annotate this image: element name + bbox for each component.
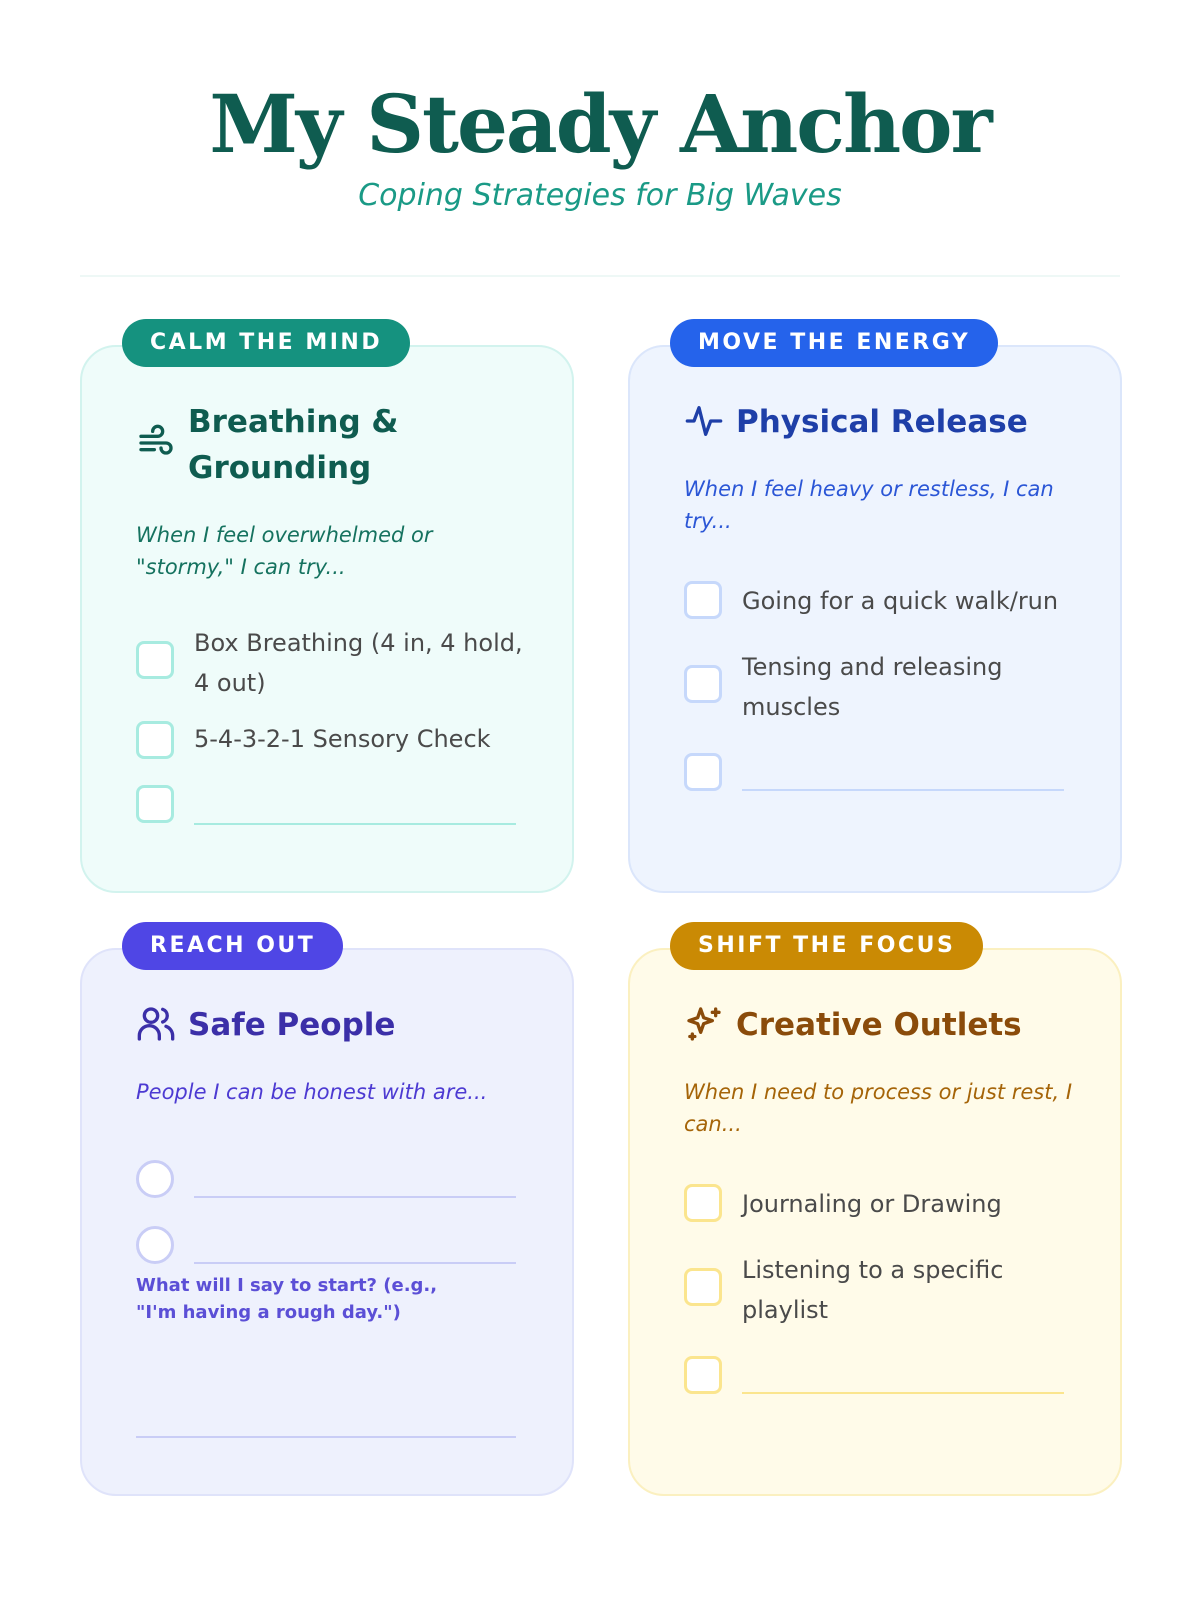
card-title-text: Physical Release <box>736 404 1028 440</box>
checkbox[interactable] <box>684 1356 722 1394</box>
card-calm-the-mind <box>80 330 574 893</box>
checkbox[interactable] <box>684 581 722 619</box>
checkbox[interactable] <box>684 1268 722 1306</box>
card-title-text: Safe People <box>188 1007 396 1043</box>
card-prompt: When I need to process or just rest, I can... <box>684 1080 1073 1136</box>
card-badge: MOVE THE ENERGY <box>670 319 998 367</box>
header-divider <box>80 275 1120 277</box>
item-label: Box Breathing (4 in, 4 hold, 4 out) <box>194 629 523 697</box>
radio-circle[interactable] <box>136 1226 174 1264</box>
page-title: My Steady Anchor <box>209 77 991 171</box>
write-in-line[interactable] <box>742 1392 1064 1394</box>
card-shift-the-focus <box>628 933 1122 1496</box>
page-subtitle: Coping Strategies for Big Waves <box>358 178 842 213</box>
card-prompt: People I can be honest with are... <box>136 1080 488 1104</box>
checkbox[interactable] <box>684 665 722 703</box>
card-title-text: Creative Outlets <box>736 1007 1022 1043</box>
card-title <box>136 399 488 491</box>
write-in-line[interactable] <box>136 1436 516 1438</box>
card-move-the-energy <box>628 330 1122 893</box>
checkbox[interactable] <box>684 753 722 791</box>
checkbox[interactable] <box>136 641 174 679</box>
card-prompt: When I feel overwhelmed or "stormy," I can try... <box>136 523 433 579</box>
card-title <box>684 399 1028 445</box>
write-in-line[interactable] <box>194 1262 516 1264</box>
radio-circle[interactable] <box>136 1160 174 1198</box>
checkbox[interactable] <box>136 721 174 759</box>
wind-icon <box>136 423 176 463</box>
write-in-line[interactable] <box>194 823 516 825</box>
sparkles-icon <box>684 1004 724 1044</box>
card-title-text: Breathing & Grounding <box>188 404 399 486</box>
write-in-line[interactable] <box>742 789 1064 791</box>
checkbox[interactable] <box>136 785 174 823</box>
item-label: Listening to a specific playlist <box>742 1256 1004 1324</box>
item-label: 5-4-3-2-1 Sensory Check <box>194 725 491 753</box>
card-badge: REACH OUT <box>122 922 343 970</box>
card-reach-out <box>80 933 574 1496</box>
activity-pulse-icon <box>684 401 724 441</box>
card-badge: CALM THE MIND <box>122 319 410 367</box>
card-hint: What will I say to start? (e.g., "I'm having a rough day.") <box>136 1275 438 1323</box>
card-title <box>684 1002 1022 1048</box>
checkbox[interactable] <box>684 1184 722 1222</box>
card-title <box>136 1002 395 1048</box>
card-prompt: When I feel heavy or restless, I can try... <box>684 477 1054 533</box>
item-label: Tensing and releasing muscles <box>742 653 1003 721</box>
item-label: Journaling or Drawing <box>742 1190 1002 1218</box>
item-label: Going for a quick walk/run <box>742 587 1059 615</box>
write-in-line[interactable] <box>194 1196 516 1198</box>
card-badge: SHIFT THE FOCUS <box>670 922 983 970</box>
people-icon <box>136 1004 176 1044</box>
